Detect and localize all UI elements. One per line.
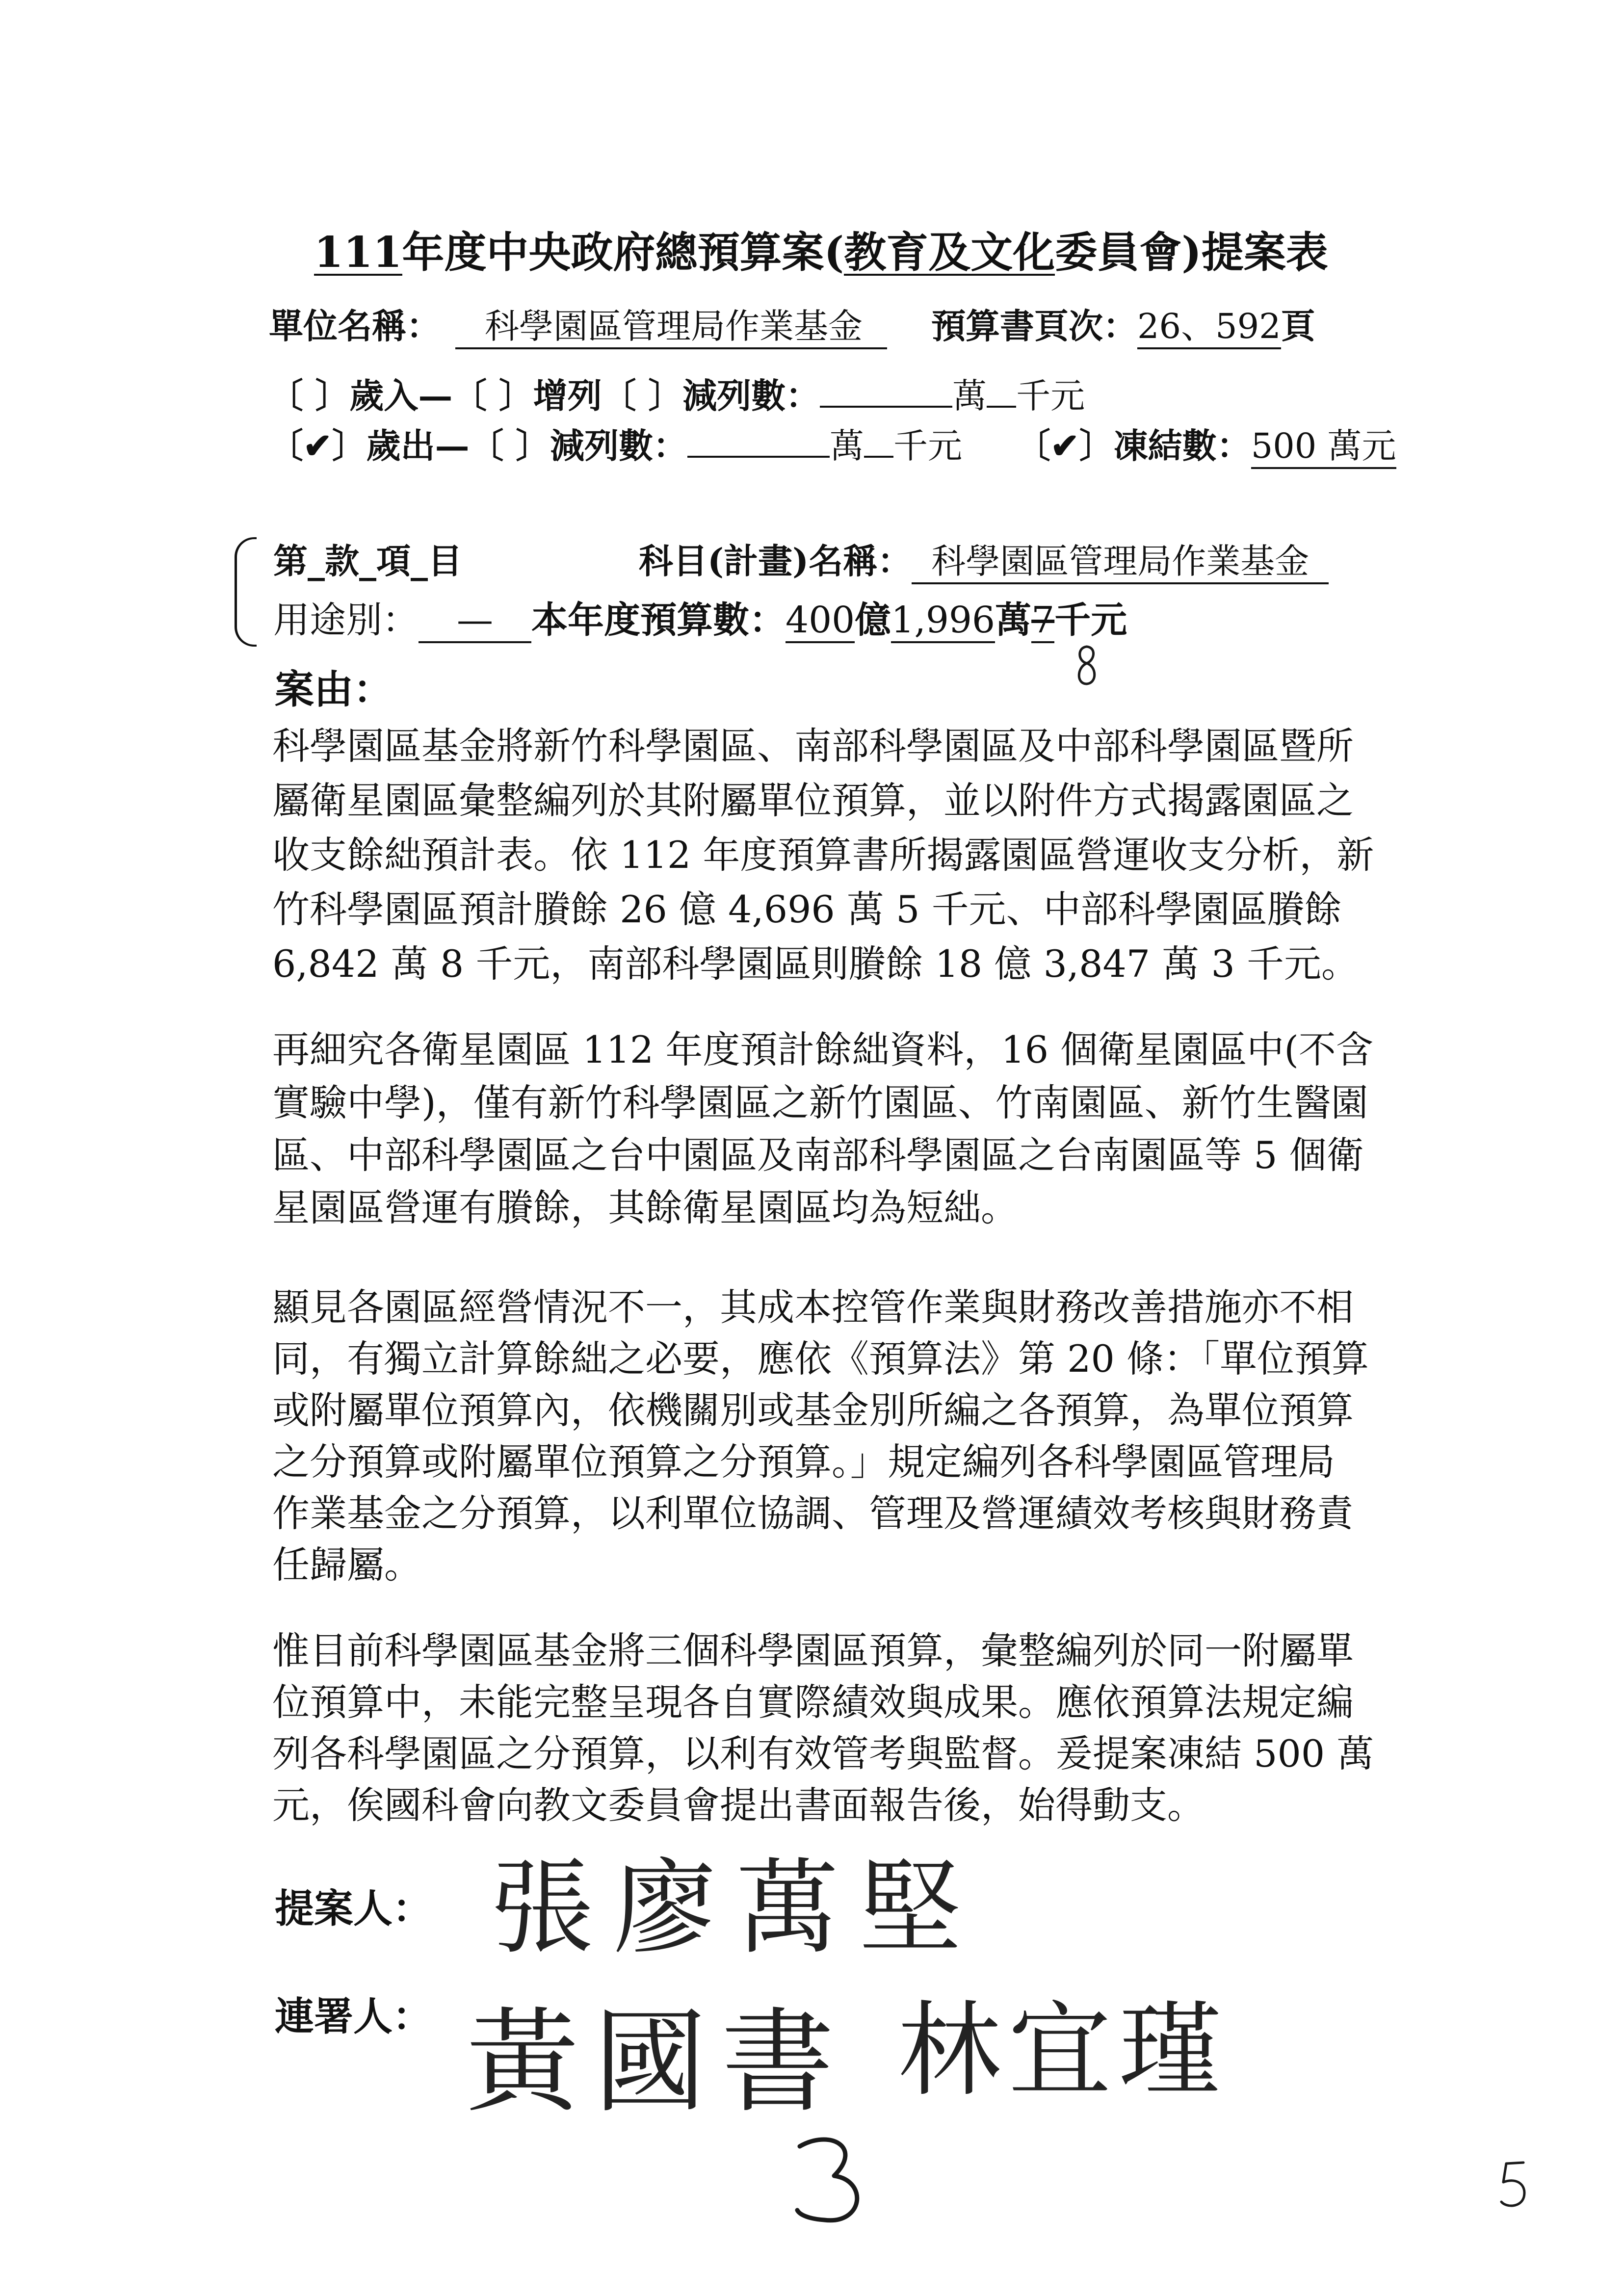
title-end: 委員會)提案表 [1055, 228, 1328, 277]
budget-line [273, 596, 1127, 645]
unit-line [269, 302, 1315, 351]
revenue-options: 〔 〕歲入—〔 〕增列〔 〕減列數： [269, 375, 820, 416]
page-number-5 [1496, 2159, 1531, 2213]
text-line: 或附屬單位預算內，依機關別或基金別所編之各預算，為單位預算 [272, 1388, 1354, 1432]
cosigner-signature-1: 黃國書 [466, 1997, 849, 2128]
revenue-qian-blank [987, 373, 1016, 408]
text-line: 科學園區基金將新竹科學園區、南部科學園區及中部科學園區暨所 [272, 724, 1354, 768]
text-line: 之分預算或附屬單位預算之分預算。」規定編列各科學園區管理局 [272, 1440, 1335, 1484]
wan-label: 萬 [830, 426, 864, 466]
budget-page-suffix: 頁 [1281, 306, 1315, 346]
text-line: 6,842 萬 8 千元，南部科學園區則賸餘 18 億 3,847 萬 3 千元。 [272, 942, 1359, 986]
text-line: 任歸屬。 [272, 1543, 421, 1587]
reason-heading: 案由： [275, 666, 393, 712]
budget-qian-struck: 7 [1031, 599, 1054, 643]
subject-name-value: 科學園區管理局作業基金 [912, 540, 1329, 584]
cosigner-count-3 [790, 2132, 873, 2230]
text-line: 星園區營運有賸餘，其餘衛星園區均為短絀。 [272, 1186, 1018, 1229]
revenue-line [269, 371, 1085, 420]
text-line: 竹科學園區預計賸餘 26 億 4,696 萬 5 千元、中部科學園區賸餘 [272, 887, 1342, 931]
bracket-divider [235, 537, 257, 647]
cosigner-signature-2: 林宜瑾 [898, 1990, 1230, 2111]
budget-page-value: 26、592 [1137, 305, 1281, 349]
text-line: 實驗中學)，僅有新竹科學園區之新竹園區、竹南園區、新竹生醫園 [272, 1081, 1368, 1124]
text-line: 顯見各園區經營情況不一，其成本控管作業與財務改善措施亦不相 [272, 1285, 1354, 1329]
qian-label: 千元 [1054, 599, 1127, 641]
qian-label: 千元 [1016, 376, 1085, 416]
text-line: 作業基金之分預算，以利單位協調、管理及營運績效考核與財務責 [272, 1491, 1354, 1535]
subject-name-label: 科目(計畫)名稱： [639, 541, 912, 581]
use-label: 用途別： [273, 599, 419, 641]
handwritten-correction-8 [1072, 643, 1101, 687]
unit-value: 科學園區管理局作業基金 [455, 305, 887, 349]
qian-label: 千元 [893, 426, 963, 466]
text-line: 元，俟國科會向教文委員會提出書面報告後，始得動支。 [272, 1783, 1205, 1827]
freeze-label: 〔✔〕凍結數： [1016, 425, 1251, 466]
budget-yi: 400 [786, 599, 855, 643]
text-line: 屬衛星園區彙整編列於其附屬單位預算，並以附件方式揭露園區之 [272, 779, 1354, 822]
freeze-value: 500 萬元 [1251, 425, 1396, 469]
budget-label: 本年度預算數： [531, 599, 786, 641]
cosigner-label: 連署人： [275, 1993, 432, 2039]
yi-label: 億 [855, 599, 891, 641]
budget-page-label: 預算書頁次： [931, 306, 1137, 346]
text-line: 再細究各衛星園區 112 年度預計餘絀資料，16 個衛星園區中(不含 [272, 1028, 1373, 1071]
page-title [314, 228, 1328, 277]
text-line: 列各科學園區之分預算，以利有效管考與監督。爰提案凍結 500 萬 [272, 1732, 1374, 1775]
subject-line [273, 537, 1329, 586]
section-item: 第_款_項_目 [273, 541, 462, 581]
revenue-wan-blank [820, 373, 952, 408]
wan-label: 萬 [952, 376, 987, 416]
expense-qian-blank [864, 423, 893, 458]
budget-wan: 1,996 [891, 599, 995, 643]
title-mid: 年度中央政府總預算案( [402, 228, 844, 277]
text-line: 區、中部科學園區之台中園區及南部科學園區之台南園區等 5 個衛 [272, 1133, 1364, 1177]
wan-label: 萬 [995, 599, 1032, 641]
text-line: 收支餘絀預計表。依 112 年度預算書所揭露園區營運收支分析，新 [272, 833, 1374, 877]
text-line: 同，有獨立計算餘絀之必要，應依《預算法》第 20 條：「單位預算 [272, 1337, 1369, 1381]
text-line: 惟目前科學園區基金將三個科學園區預算，彙整編列於同一附屬單 [272, 1629, 1354, 1672]
use-value: — [419, 599, 531, 643]
title-year: 111 [314, 228, 402, 277]
expense-options: 〔✔〕歲出—〔 〕減列數： [269, 425, 688, 466]
proposer-label: 提案人： [275, 1885, 432, 1931]
text-line: 位預算中，未能完整呈現各自實際績效與成果。應依預算法規定編 [272, 1680, 1354, 1724]
unit-label: 單位名稱： [269, 306, 441, 346]
title-committee: 教育及文化 [844, 228, 1055, 277]
expense-wan-blank [687, 423, 830, 458]
expense-line [269, 421, 1396, 470]
proposer-signature: 張廖萬堅 [491, 1848, 982, 1968]
